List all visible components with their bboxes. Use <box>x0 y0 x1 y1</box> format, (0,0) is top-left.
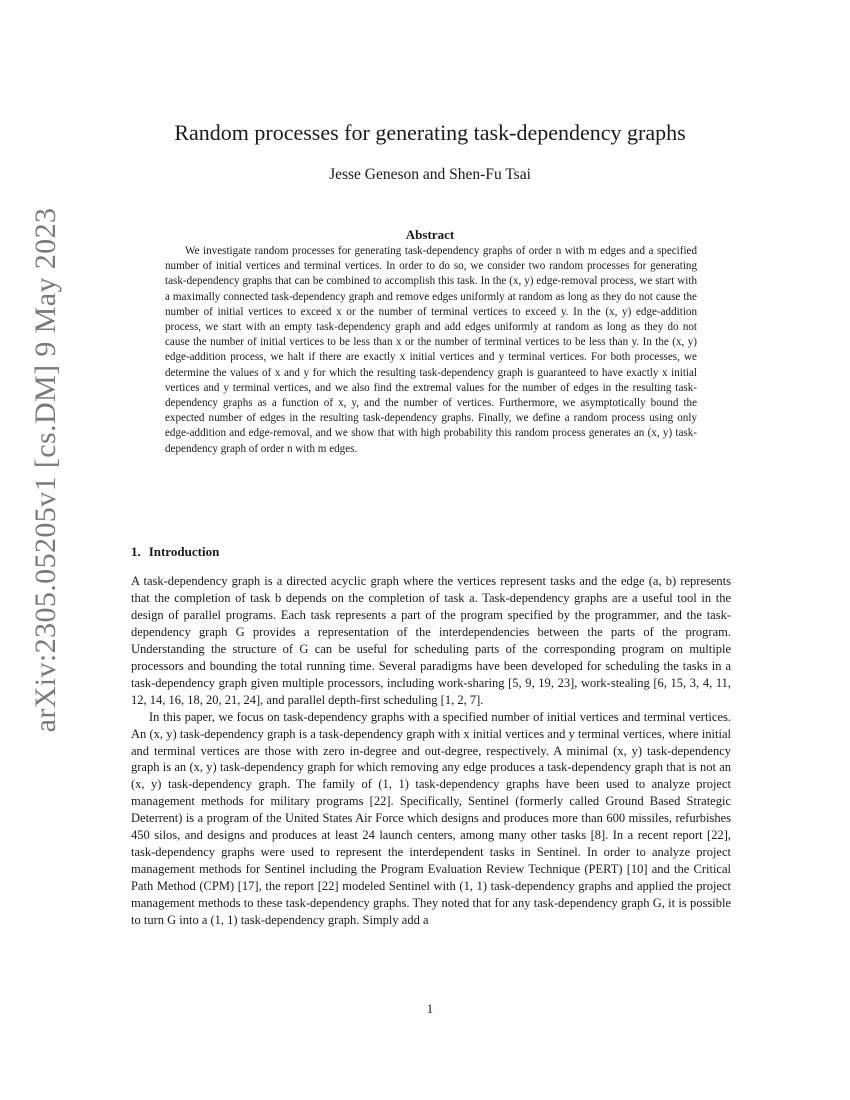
page-number: 1 <box>426 1001 434 1016</box>
paragraph: In this paper, we focus on task-dependency graphs with a specified number of initial vertices and terminal vertices. An (x, y) task-dependency graph is a task-dependency graph with x initial vertices and y terminal vertices, where initial and terminal vertices are those with zero in-degree and out-degree, respectively. A minimal (x, y) task-dependency graph is an (x, y) task-dependency graph for which removing any edge produces a task-dependency graph that is not an (x, y) task-dependency graph. The family of (1, 1) task-dependency graphs have been used to analyze project management methods for military programs [22]. Specifically, Sentinel (formerly called Ground Based Strategic Deterrent) is a program of the United States Air Force which designs and produces more than 600 missiles, refurbishes 450 silos, and designs and produces at least 24 launch centers, among many other tasks [8]. In a recent report [22], task-dependency graphs were used to represent the interdependent tasks in Sentinel. In order to analyze project management methods for Sentinel including the Program Evaluation Review Technique (PERT) [10] and the Critical Path Method (CPM) [17], the report [22] modeled Sentinel with (1, 1) task-dependency graphs and applied the project management methods to these task-dependency graphs. They noted that for any task-dependency graph G, it is possible to turn G into a (1, 1) task-dependency graph. Simply add a <box>131 709 731 928</box>
section-heading <box>131 544 731 560</box>
abstract-heading: Abstract <box>405 227 455 242</box>
authors: Jesse Geneson and Shen-Fu Tsai <box>329 166 531 183</box>
section-number: 1. <box>131 544 141 559</box>
arxiv-stamp: arXiv:2305.05205v1 [cs.DM] 9 May 2023 <box>29 207 62 733</box>
section-body <box>131 573 731 929</box>
paragraph: A task-dependency graph is a directed acyclic graph where the vertices represent tasks and the edge (a, b) represents that the completion of task b depends on the completion of task a. Task-dependency graphs are a useful tool in the design of parallel programs. Each task represents a part of the program specified by the programmer, and the task-dependency graph G provides a representation of the interdependencies between the parts of the program. Understanding the structure of G can be useful for scheduling parts of the corresponding program on multiple processors and bounding the total running time. Several paradigms have been developed for scheduling the tasks in a task-dependency graph given multiple processors, including work-sharing [5, 9, 19, 23], work-stealing [6, 15, 3, 4, 11, 12, 14, 16, 18, 20, 21, 24], and parallel depth-first scheduling [1, 2, 7]. <box>131 574 731 707</box>
abstract-body: We investigate random processes for generating task-dependency graphs of order n with m edges and a specified number of initial vertices and terminal vertices. In order to do so, we consider two random processes for generating task-dependency graphs that can be combined to accomplish this task. In the (x, y) edge-removal process, we start with a maximally connected task-dependency graph and remove edges uniformly at random as long as they do not cause the number of initial vertices to exceed x or the number of terminal vertices to exceed y. In the (x, y) edge-addition process, we start with an empty task-dependency graph and add edges uniformly at random as long as they do not cause the number of initial vertices to be less than x or the number of terminal vertices to be less than y. In the (x, y) edge-addition process, we halt if there are exactly x initial vertices and y terminal vertices. For both processes, we determine the values of x and y for which the resulting task-dependency graph is guaranteed to have exactly x initial vertices and y terminal vertices, and we also find the extremal values for the number of edges in the resulting task-dependency graphs as a function of x, y, and the number of vertices. Furthermore, we asymptotically bound the expected number of edges in the resulting task-dependency graphs. Finally, we define a random process using only edge-addition and edge-removal, and we show that with high probability this random process generates an (x, y) task-dependency graph of order n with m edges. <box>165 245 697 455</box>
paper-title: Random processes for generating task-dependency graphs <box>174 120 686 145</box>
section-title: Introduction <box>148 544 220 559</box>
